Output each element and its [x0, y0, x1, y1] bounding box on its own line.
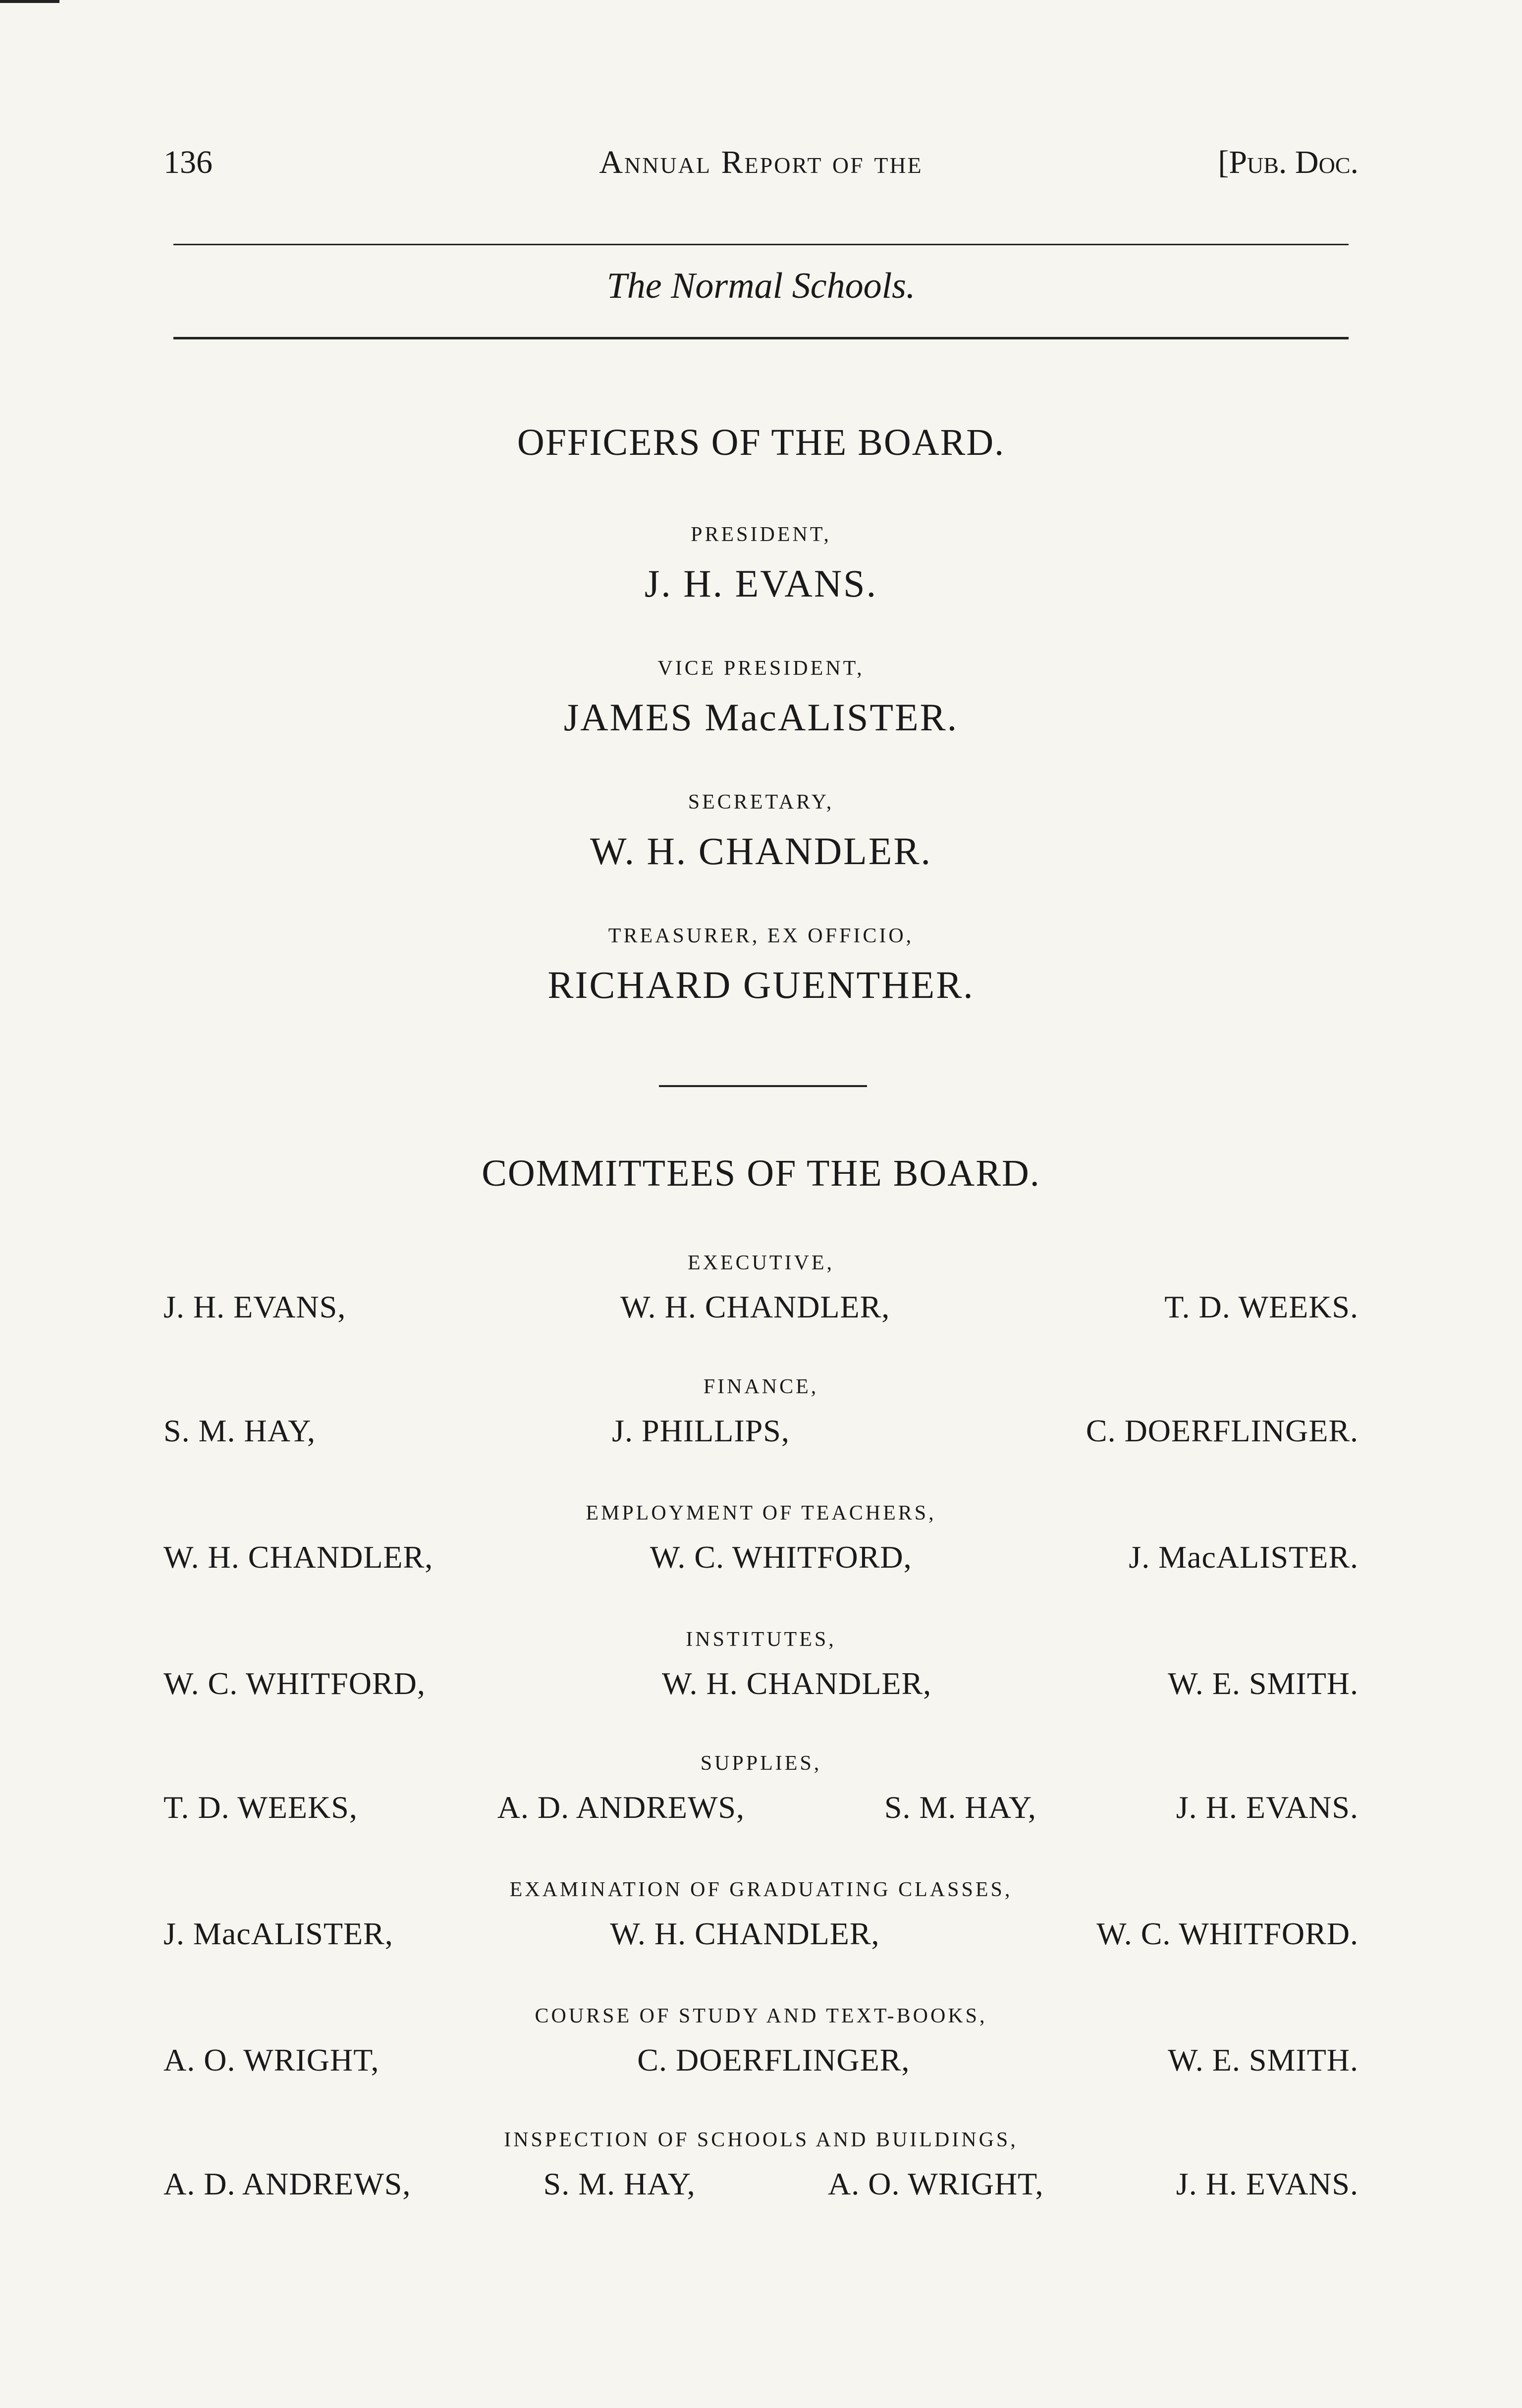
committee-member: T. D. WEEKS,: [163, 1790, 358, 1825]
committee-member: W. E. SMITH.: [1168, 1666, 1359, 1701]
committee-member: A. O. WRIGHT,: [828, 2166, 1044, 2201]
committee-role: EXAMINATION OF GRADUATING CLASSES,: [509, 1878, 1013, 1901]
committee-members: [163, 2166, 1359, 2202]
committee-member: J. H. EVANS.: [1176, 2166, 1359, 2201]
officer-role: PRESIDENT,: [691, 523, 831, 546]
committee-member: S. M. HAY,: [163, 1413, 316, 1448]
officer-president: [0, 523, 1522, 606]
committee-finance: [163, 1375, 1359, 1449]
committee-member: J. H. EVANS.: [1176, 1790, 1359, 1825]
committee-member: A. O. WRIGHT,: [163, 2042, 380, 2078]
officer-name: JAMES MacALISTER.: [563, 696, 959, 739]
committee-institutes: [163, 1628, 1359, 1702]
committee-members: [163, 1789, 1359, 1826]
officer-name: W. H. CHANDLER.: [590, 829, 932, 873]
committee-member: W. H. CHANDLER,: [163, 1539, 434, 1575]
committee-member: W. E. SMITH.: [1168, 2042, 1359, 2078]
committee-member: T. D. WEEKS.: [1164, 1289, 1359, 1324]
officer-role: VICE PRESIDENT,: [657, 657, 865, 680]
doc-reference: [Pub. Doc.: [1218, 144, 1359, 180]
committee-member: W. C. WHITFORD,: [650, 1539, 912, 1575]
committee-examination: [163, 1878, 1359, 1952]
committee-member: S. M. HAY,: [884, 1790, 1036, 1825]
running-title: Annual Report of the: [599, 144, 923, 180]
committee-member: J. H. EVANS,: [163, 1289, 346, 1324]
committee-member: W. H. CHANDLER,: [610, 1916, 880, 1951]
section-subheading: The Normal Schools.: [606, 266, 916, 306]
page-number: 136: [163, 144, 213, 180]
committee-employment-of-teachers: [163, 1501, 1359, 1576]
corner-mark: [0, 0, 59, 3]
committee-course-of-study: [163, 2004, 1359, 2079]
officers-heading: OFFICERS OF THE BOARD.: [517, 422, 1005, 463]
committee-member: A. D. ANDREWS,: [163, 2166, 411, 2201]
committee-executive: [163, 1251, 1359, 1325]
officer-name: J. H. EVANS.: [644, 562, 878, 605]
committee-member: J. MacALISTER.: [1129, 1539, 1359, 1575]
committees-heading: COMMITTEES OF THE BOARD.: [482, 1152, 1040, 1194]
committee-member: C. DOERFLINGER.: [1086, 1413, 1359, 1448]
committee-member: S. M. HAY,: [543, 2166, 696, 2201]
officer-name: RICHARD GUENTHER.: [547, 963, 975, 1006]
committee-role: COURSE OF STUDY AND TEXT-BOOKS,: [535, 2005, 987, 2027]
officer-role: SECRETARY,: [688, 791, 834, 814]
officer-role: TREASURER, EX OFFICIO,: [608, 925, 914, 947]
committee-members: [163, 1289, 1359, 1325]
committee-role: EXECUTIVE,: [687, 1252, 835, 1274]
committee-members: [163, 2042, 1359, 2079]
committee-member: C. DOERFLINGER,: [637, 2042, 910, 2078]
committee-inspection: [163, 2128, 1359, 2202]
committee-role: FINANCE,: [703, 1375, 819, 1398]
committee-members: [163, 1413, 1359, 1449]
officer-treasurer: [0, 924, 1522, 1007]
officer-secretary: [0, 790, 1522, 874]
section-divider: [659, 1085, 867, 1087]
committee-member: J. PHILLIPS,: [612, 1413, 790, 1448]
committee-role: EMPLOYMENT OF TEACHERS,: [586, 1502, 936, 1525]
running-head: [163, 144, 1359, 198]
committee-members: [163, 1665, 1359, 1702]
committee-member: W. H. CHANDLER,: [620, 1289, 890, 1324]
subheading-rule: [173, 337, 1349, 339]
committee-role: SUPPLIES,: [700, 1752, 822, 1775]
committee-members: [163, 1539, 1359, 1576]
committee-members: [163, 1915, 1359, 1952]
header-rule: [173, 244, 1349, 245]
committee-member: W. H. CHANDLER,: [661, 1666, 932, 1701]
officer-vice-president: [0, 657, 1522, 740]
committee-supplies: [163, 1751, 1359, 1826]
committee-role: INSPECTION OF SCHOOLS AND BUILDINGS,: [504, 2129, 1018, 2151]
committee-role: INSTITUTES,: [686, 1628, 836, 1651]
committee-member: W. C. WHITFORD.: [1096, 1916, 1359, 1951]
committee-member: A. D. ANDREWS,: [497, 1790, 745, 1825]
committee-member: W. C. WHITFORD,: [163, 1666, 426, 1701]
committee-member: J. MacALISTER,: [163, 1916, 393, 1951]
